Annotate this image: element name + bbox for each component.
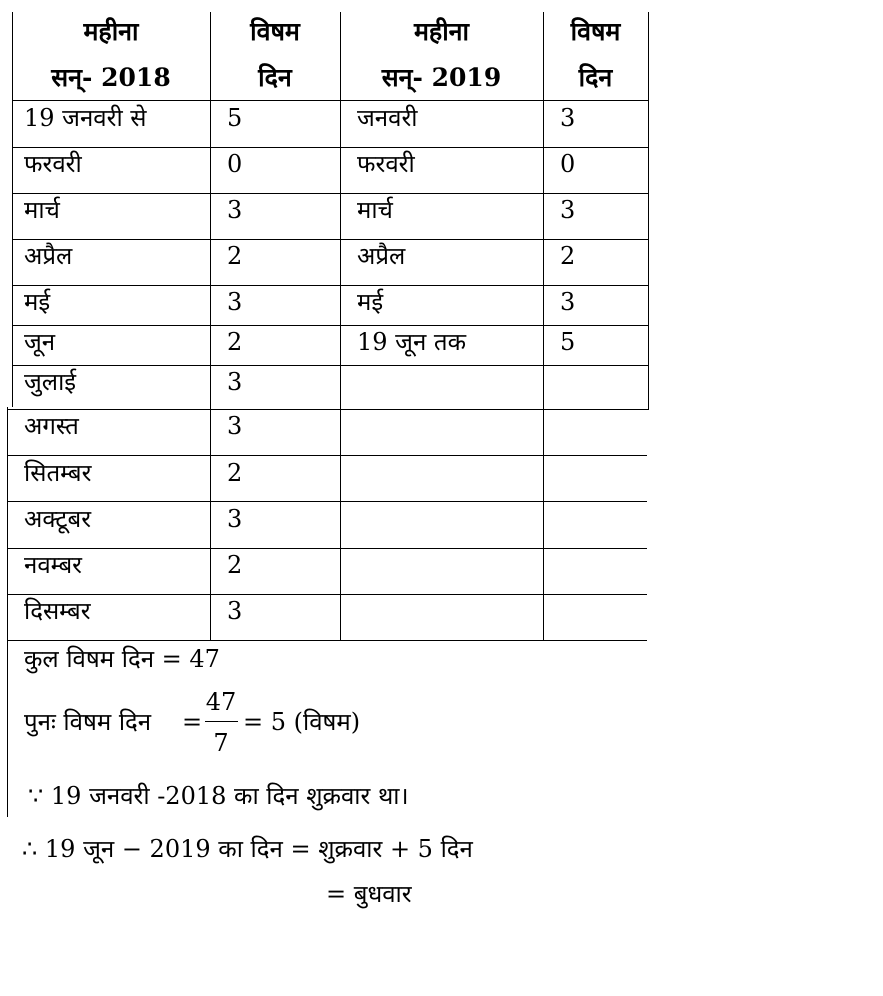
row-line <box>7 548 647 549</box>
odd-days-2019-cell: 5 <box>560 328 576 356</box>
equals-sign: = <box>182 708 203 736</box>
month-2018-cell: अक्टूबर <box>24 505 92 533</box>
month-2018-cell: जुलाई <box>24 368 77 396</box>
odd-days-result: = 5 (विषम) <box>243 708 361 736</box>
odd-days-2018-cell: 2 <box>227 328 243 356</box>
month-2019-cell: फरवरी <box>357 150 415 178</box>
row-line <box>7 409 649 410</box>
column-divider-1 <box>210 12 211 640</box>
month-2018-cell: दिसम्बर <box>24 597 91 625</box>
odd-days-2018-cell: 3 <box>227 505 243 533</box>
table-border-left-lower <box>7 407 8 817</box>
odd-days-2019-cell: 0 <box>560 150 576 178</box>
header-odd-days-2019-line2: दिन <box>578 63 613 92</box>
month-2018-cell: 19 जनवरी से <box>24 104 147 132</box>
header-month-2018-line2: सन्- 2018 <box>51 63 171 92</box>
row-line <box>7 640 647 641</box>
header-odd-days-2018-line2: दिन <box>258 63 292 92</box>
header-month-2018-line1: महीना <box>83 17 139 46</box>
odd-days-2019-cell: 3 <box>560 196 576 224</box>
odd-days-2018-cell: 3 <box>227 368 243 396</box>
therefore-statement: ∴ 19 जून − 2019 का दिन = शुक्रवार + 5 दिन <box>22 835 473 863</box>
row-line <box>12 193 649 194</box>
row-line <box>12 285 649 286</box>
odd-days-2018-cell: 3 <box>227 597 243 625</box>
odd-days-2019-cell: 3 <box>560 288 576 316</box>
odd-days-2019-cell: 3 <box>560 104 576 132</box>
row-line <box>7 455 647 456</box>
table-border-right <box>648 12 649 410</box>
fraction-bar <box>205 721 238 722</box>
month-2018-cell: अगस्त <box>24 412 79 440</box>
month-2018-cell: नवम्बर <box>24 551 82 579</box>
column-divider-3 <box>543 12 544 640</box>
fraction-denominator: 7 <box>213 729 229 757</box>
header-odd-days-2019-line1: विषम <box>570 17 621 46</box>
odd-days-2018-cell: 2 <box>227 242 243 270</box>
row-line <box>12 325 649 326</box>
again-odd-days-label: पुनः विषम दिन <box>24 708 152 736</box>
total-odd-days-line: कुल विषम दिन = 47 <box>24 645 220 673</box>
month-2019-cell: 19 जून तक <box>357 328 467 356</box>
month-2018-cell: फरवरी <box>24 150 82 178</box>
odd-days-2018-cell: 5 <box>227 104 243 132</box>
month-2018-cell: मई <box>24 288 51 316</box>
month-2019-cell: अप्रैल <box>357 242 406 270</box>
odd-days-2018-cell: 3 <box>227 196 243 224</box>
month-2018-cell: सितम्बर <box>24 459 92 487</box>
header-month-2019-line1: महीना <box>413 17 470 46</box>
since-statement: ∵ 19 जनवरी -2018 का दिन शुक्रवार था। <box>28 782 409 810</box>
header-month-2019-line2: सन्- 2019 <box>381 63 502 92</box>
header-odd-days-2018-line1: विषम <box>250 17 300 46</box>
row-line <box>12 147 649 148</box>
odd-days-2018-cell: 2 <box>227 459 243 487</box>
column-divider-2 <box>340 12 341 640</box>
row-line <box>7 501 647 502</box>
row-line <box>7 594 647 595</box>
odd-days-2018-cell: 2 <box>227 551 243 579</box>
month-2018-cell: अप्रैल <box>24 242 73 270</box>
month-2019-cell: जनवरी <box>357 104 418 132</box>
odd-days-2018-cell: 3 <box>227 288 243 316</box>
month-2018-cell: जून <box>24 328 56 356</box>
odd-days-2018-cell: 3 <box>227 412 243 440</box>
fraction-numerator: 47 <box>205 688 237 716</box>
row-line <box>12 100 649 101</box>
final-result: = बुधवार <box>326 880 412 908</box>
odd-days-2019-cell: 2 <box>560 242 576 270</box>
row-line <box>12 239 649 240</box>
month-2019-cell: मई <box>357 288 384 316</box>
row-line <box>12 365 649 366</box>
odd-days-2018-cell: 0 <box>227 150 243 178</box>
month-2019-cell: मार्च <box>357 196 393 224</box>
month-2018-cell: मार्च <box>24 196 60 224</box>
